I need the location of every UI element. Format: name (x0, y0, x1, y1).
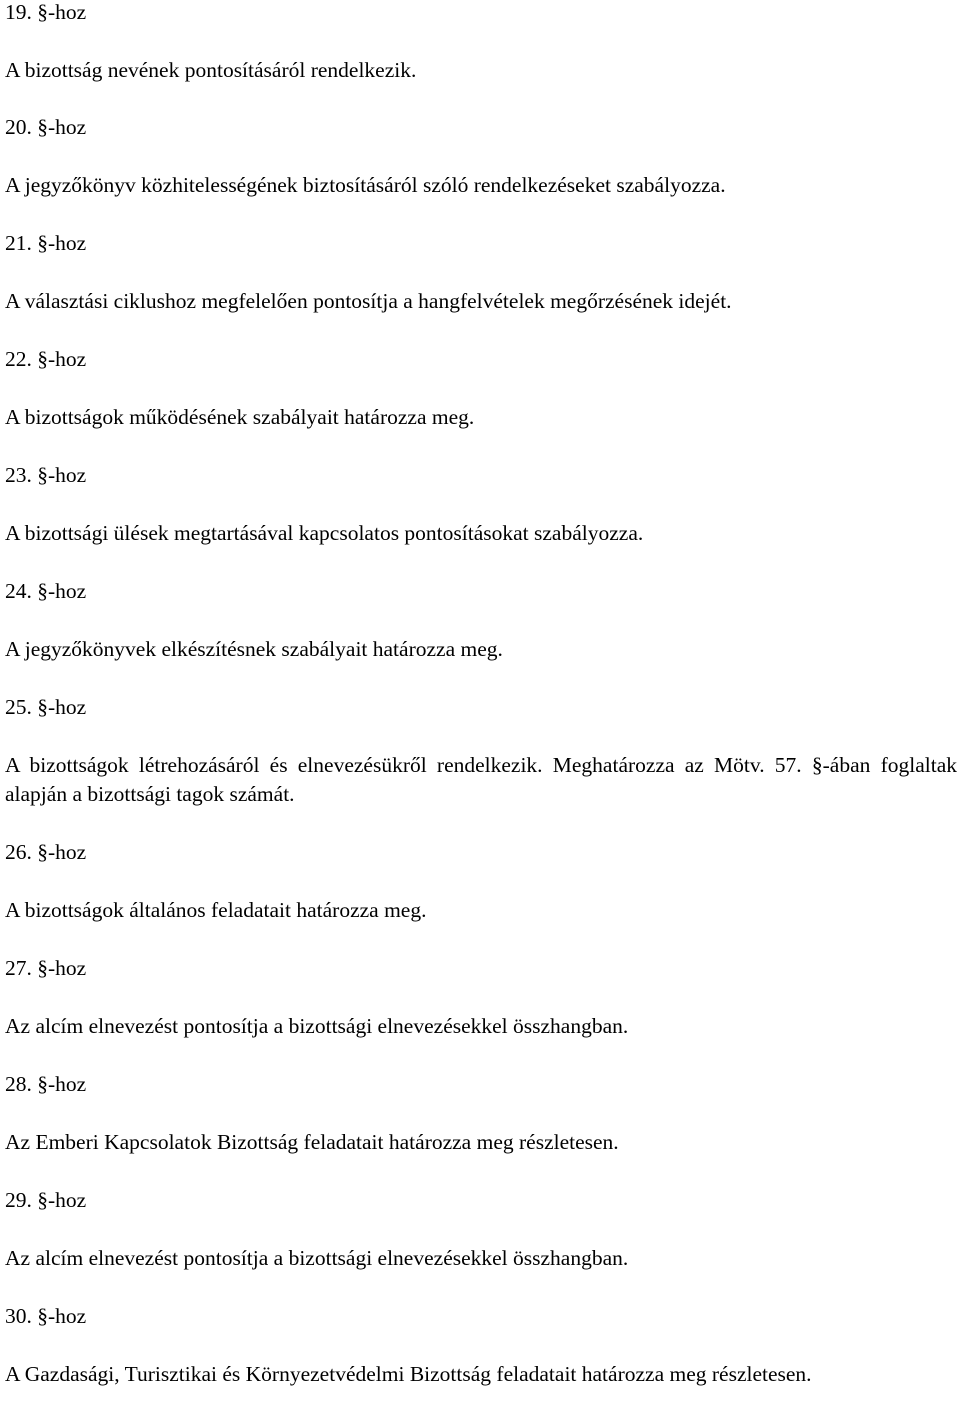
section-heading: 25. §-hoz (5, 695, 87, 719)
section-entry (5, 1302, 957, 1389)
section-text: A választási ciklushoz megfelelően pontosítja a hangfelvételek megőrzésének idejét. (5, 289, 732, 313)
section-entry (5, 0, 957, 85)
section-entry (5, 113, 957, 200)
section-text: A bizottság nevének pontosításáról rendelkezik. (5, 58, 417, 82)
section-heading: 26. §-hoz (5, 840, 87, 864)
section-heading: 29. §-hoz (5, 1188, 87, 1212)
section-heading: 28. §-hoz (5, 1072, 87, 1096)
section-text: A jegyzőkönyv közhitelességének biztosításáról szóló rendelkezéseket szabályozza. (5, 173, 726, 197)
section-heading: 24. §-hoz (5, 579, 87, 603)
section-heading: 21. §-hoz (5, 231, 87, 255)
section-heading: 20. §-hoz (5, 115, 87, 139)
section-text: Az alcím elnevezést pontosítja a bizottsági elnevezésekkel összhangban. (5, 1246, 629, 1270)
section-heading: 19. §-hoz (5, 0, 87, 24)
section-entry (5, 838, 957, 925)
section-heading: 23. §-hoz (5, 463, 87, 487)
section-entry (5, 954, 957, 1041)
section-text: A jegyzőkönyvek elkészítésnek szabályait határozza meg. (5, 637, 503, 661)
section-text: A bizottságok létrehozásáról és elnevezésükről rendelkezik. Meghatározza az Mötv. 57. §-ában foglaltak alapján a bizottsági tagok számát. (5, 753, 957, 806)
section-heading: 22. §-hoz (5, 347, 87, 371)
section-heading: 30. §-hoz (5, 1304, 87, 1328)
section-text: A bizottsági ülések megtartásával kapcsolatos pontosításokat szabályozza. (5, 521, 644, 545)
section-text: Az Emberi Kapcsolatok Bizottság feladatait határozza meg részletesen. (5, 1130, 619, 1154)
section-entry (5, 345, 957, 432)
section-entry (5, 1070, 957, 1157)
section-entry (5, 577, 957, 664)
section-heading: 27. §-hoz (5, 956, 87, 980)
section-text: A bizottságok működésének szabályait határozza meg. (5, 405, 475, 429)
section-entry (5, 229, 957, 316)
section-entry (5, 1186, 957, 1273)
section-text: Az alcím elnevezést pontosítja a bizottsági elnevezésekkel összhangban. (5, 1014, 629, 1038)
section-entry (5, 693, 957, 809)
section-text: A Gazdasági, Turisztikai és Környezetvédelmi Bizottság feladatait határozza meg részletesen. (5, 1362, 812, 1386)
section-entry (5, 461, 957, 548)
section-text: A bizottságok általános feladatait határozza meg. (5, 898, 427, 922)
